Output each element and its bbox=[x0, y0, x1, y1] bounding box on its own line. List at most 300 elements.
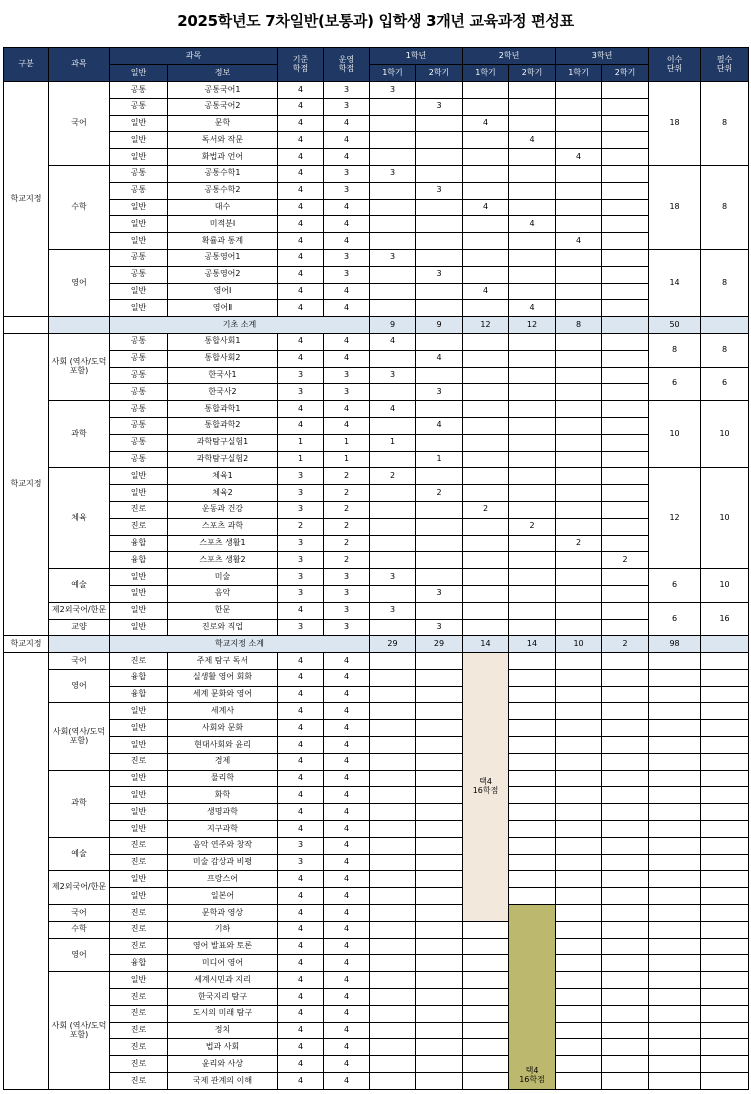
semester-credit: 4 bbox=[463, 283, 509, 300]
subtotal-row bbox=[4, 317, 749, 334]
semester-credit bbox=[463, 266, 509, 283]
course-name: 생명과학 bbox=[168, 804, 278, 821]
base-credit: 4 bbox=[278, 720, 324, 737]
course-name: 정치 bbox=[168, 1022, 278, 1039]
operating-credit: 4 bbox=[324, 905, 370, 922]
course-name: 화법과 언어 bbox=[168, 149, 278, 166]
semester-credit: 2 bbox=[602, 552, 649, 569]
header-ilban: 일반 bbox=[110, 65, 168, 82]
elective-row bbox=[4, 854, 749, 871]
operating-credit: 3 bbox=[324, 165, 370, 182]
semester-credit bbox=[602, 602, 649, 619]
semester-credit: 3 bbox=[416, 266, 463, 283]
table-body bbox=[4, 82, 749, 1090]
semester-credit bbox=[463, 82, 509, 99]
semester-credit bbox=[509, 384, 556, 401]
base-credit: 4 bbox=[278, 602, 324, 619]
semester-credit bbox=[416, 333, 463, 350]
semester-credit bbox=[556, 401, 602, 418]
blank-cell bbox=[49, 636, 110, 653]
course-row bbox=[4, 401, 749, 418]
blank-cell bbox=[4, 317, 49, 334]
semester-credit bbox=[416, 233, 463, 250]
operating-credit: 3 bbox=[324, 602, 370, 619]
operating-credit: 3 bbox=[324, 569, 370, 586]
pilsu-units: 10 bbox=[701, 468, 749, 569]
isu-units bbox=[649, 1005, 701, 1022]
semester-credit bbox=[370, 821, 416, 838]
isu-units bbox=[649, 854, 701, 871]
course-type: 일반 bbox=[110, 804, 168, 821]
semester-credit bbox=[370, 686, 416, 703]
isu-units: 6 bbox=[649, 367, 701, 401]
course-row bbox=[4, 115, 749, 132]
course-type: 진로 bbox=[110, 837, 168, 854]
semester-credit bbox=[463, 216, 509, 233]
course-name: 세계사 bbox=[168, 703, 278, 720]
semester-credit bbox=[370, 770, 416, 787]
operating-credit: 3 bbox=[324, 384, 370, 401]
isu-units: 8 bbox=[649, 333, 701, 367]
course-name: 영어Ⅱ bbox=[168, 300, 278, 317]
course-type: 공통 bbox=[110, 98, 168, 115]
semester-credit bbox=[602, 199, 649, 216]
course-row bbox=[4, 98, 749, 115]
base-credit: 4 bbox=[278, 787, 324, 804]
subject-group: 체육 bbox=[49, 468, 110, 569]
subtotal-semester: 9 bbox=[416, 317, 463, 334]
course-name: 지구과학 bbox=[168, 821, 278, 838]
course-type: 공통 bbox=[110, 434, 168, 451]
semester-credit bbox=[602, 132, 649, 149]
course-row bbox=[4, 149, 749, 166]
semester-credit: 2 bbox=[370, 468, 416, 485]
base-credit: 4 bbox=[278, 1073, 324, 1090]
section-label: 학교지정 bbox=[4, 636, 49, 653]
course-row bbox=[4, 350, 749, 367]
base-credit: 3 bbox=[278, 384, 324, 401]
semester-credit bbox=[370, 417, 416, 434]
semester-credit bbox=[416, 149, 463, 166]
section-label bbox=[4, 653, 49, 1090]
elective-row bbox=[4, 1022, 749, 1039]
semester-credit bbox=[602, 434, 649, 451]
subject-group: 교양 bbox=[49, 619, 110, 636]
semester-credit bbox=[509, 737, 556, 754]
elective-row bbox=[4, 770, 749, 787]
isu-units bbox=[649, 669, 701, 686]
elective-row bbox=[4, 787, 749, 804]
course-name: 현대사회와 윤리 bbox=[168, 737, 278, 754]
operating-credit: 4 bbox=[324, 653, 370, 670]
semester-credit bbox=[463, 602, 509, 619]
isu-units bbox=[649, 888, 701, 905]
operating-credit: 2 bbox=[324, 485, 370, 502]
operating-credit: 4 bbox=[324, 989, 370, 1006]
semester-credit bbox=[416, 115, 463, 132]
course-name: 미적분Ⅰ bbox=[168, 216, 278, 233]
pilsu-units: 10 bbox=[701, 401, 749, 468]
operating-credit: 4 bbox=[324, 804, 370, 821]
semester-credit bbox=[463, 585, 509, 602]
semester-credit bbox=[602, 1022, 649, 1039]
semester-credit bbox=[463, 921, 509, 938]
semester-credit bbox=[509, 821, 556, 838]
semester-credit bbox=[602, 535, 649, 552]
semester-credit bbox=[556, 266, 602, 283]
course-row bbox=[4, 501, 749, 518]
header-gyogwa: 과목 bbox=[49, 48, 110, 82]
semester-credit bbox=[509, 434, 556, 451]
header-pilsu: 필수 단위 bbox=[701, 48, 749, 82]
semester-credit bbox=[370, 485, 416, 502]
operating-credit: 3 bbox=[324, 82, 370, 99]
semester-credit bbox=[602, 350, 649, 367]
semester-credit bbox=[602, 283, 649, 300]
semester-credit bbox=[602, 367, 649, 384]
course-row bbox=[4, 132, 749, 149]
operating-credit: 2 bbox=[324, 468, 370, 485]
subject-group: 제2외국어/한문 bbox=[49, 602, 110, 619]
semester-credit bbox=[509, 350, 556, 367]
header-jeongbo: 정보 bbox=[168, 65, 278, 82]
section-label: 학교지정 bbox=[4, 82, 49, 317]
semester-credit bbox=[370, 384, 416, 401]
semester-credit bbox=[556, 552, 602, 569]
pilsu-units bbox=[701, 686, 749, 703]
semester-credit bbox=[509, 871, 556, 888]
semester-credit bbox=[602, 216, 649, 233]
semester-credit bbox=[370, 720, 416, 737]
pilsu-units: 8 bbox=[701, 82, 749, 166]
pilsu-units bbox=[701, 770, 749, 787]
isu-units bbox=[649, 787, 701, 804]
course-name: 프랑스어 bbox=[168, 871, 278, 888]
semester-credit: 4 bbox=[509, 132, 556, 149]
subject-group: 예술 bbox=[49, 569, 110, 603]
semester-credit bbox=[416, 1005, 463, 1022]
semester-credit bbox=[556, 753, 602, 770]
semester-credit bbox=[556, 1073, 602, 1090]
operating-credit: 3 bbox=[324, 182, 370, 199]
semester-credit bbox=[509, 703, 556, 720]
operating-credit: 1 bbox=[324, 451, 370, 468]
base-credit: 4 bbox=[278, 989, 324, 1006]
semester-credit bbox=[602, 955, 649, 972]
semester-credit bbox=[556, 199, 602, 216]
base-credit: 3 bbox=[278, 485, 324, 502]
course-type: 일반 bbox=[110, 619, 168, 636]
operating-credit: 3 bbox=[324, 98, 370, 115]
semester-credit bbox=[416, 888, 463, 905]
subtotal-semester: 14 bbox=[509, 636, 556, 653]
course-type: 일반 bbox=[110, 770, 168, 787]
semester-credit bbox=[509, 485, 556, 502]
course-type: 융합 bbox=[110, 669, 168, 686]
course-name: 진로와 직업 bbox=[168, 619, 278, 636]
semester-credit bbox=[463, 132, 509, 149]
semester-credit bbox=[602, 182, 649, 199]
isu-units bbox=[649, 1056, 701, 1073]
base-credit: 4 bbox=[278, 686, 324, 703]
semester-credit bbox=[556, 518, 602, 535]
semester-credit bbox=[602, 485, 649, 502]
semester-credit bbox=[556, 1039, 602, 1056]
header-gijun: 기준 학점 bbox=[278, 48, 324, 82]
operating-credit: 4 bbox=[324, 132, 370, 149]
base-credit: 4 bbox=[278, 737, 324, 754]
course-name: 공통수학2 bbox=[168, 182, 278, 199]
semester-credit bbox=[370, 115, 416, 132]
pilsu-units bbox=[701, 720, 749, 737]
operating-credit: 4 bbox=[324, 401, 370, 418]
semester-credit: 4 bbox=[463, 115, 509, 132]
semester-credit bbox=[602, 300, 649, 317]
semester-credit bbox=[463, 434, 509, 451]
header-isu: 이수 단위 bbox=[649, 48, 701, 82]
semester-credit bbox=[463, 535, 509, 552]
course-type: 융합 bbox=[110, 552, 168, 569]
base-credit: 4 bbox=[278, 182, 324, 199]
course-name: 한국사1 bbox=[168, 367, 278, 384]
course-name: 한국지리 탐구 bbox=[168, 989, 278, 1006]
semester-credit bbox=[509, 854, 556, 871]
semester-credit bbox=[602, 720, 649, 737]
semester-credit bbox=[509, 199, 556, 216]
semester-credit bbox=[556, 619, 602, 636]
semester-credit bbox=[556, 132, 602, 149]
course-name: 음악 bbox=[168, 585, 278, 602]
semester-credit bbox=[556, 821, 602, 838]
semester-credit bbox=[602, 249, 649, 266]
semester-credit bbox=[416, 669, 463, 686]
isu-units bbox=[649, 703, 701, 720]
semester-credit bbox=[416, 770, 463, 787]
elective-row bbox=[4, 804, 749, 821]
semester-credit bbox=[602, 905, 649, 922]
pilsu-units: 16 bbox=[701, 602, 749, 636]
semester-credit bbox=[416, 804, 463, 821]
base-credit: 4 bbox=[278, 132, 324, 149]
subject-group: 과학 bbox=[49, 401, 110, 468]
semester-credit bbox=[370, 837, 416, 854]
semester-credit: 4 bbox=[556, 149, 602, 166]
pilsu-units: 8 bbox=[701, 333, 749, 367]
subtotal-semester: 10 bbox=[556, 636, 602, 653]
base-credit: 4 bbox=[278, 905, 324, 922]
course-row bbox=[4, 216, 749, 233]
semester-credit bbox=[370, 266, 416, 283]
semester-credit bbox=[509, 417, 556, 434]
isu-units bbox=[649, 737, 701, 754]
operating-credit: 4 bbox=[324, 955, 370, 972]
course-name: 체육1 bbox=[168, 468, 278, 485]
subject-group: 영어 bbox=[49, 669, 110, 703]
semester-credit bbox=[602, 518, 649, 535]
course-type: 일반 bbox=[110, 300, 168, 317]
semester-credit bbox=[370, 653, 416, 670]
elective-row bbox=[4, 1056, 749, 1073]
elective-row bbox=[4, 955, 749, 972]
semester-credit bbox=[602, 82, 649, 99]
isu-units bbox=[649, 955, 701, 972]
semester-credit bbox=[416, 401, 463, 418]
semester-credit bbox=[416, 82, 463, 99]
course-name: 스포츠 생활1 bbox=[168, 535, 278, 552]
semester-credit bbox=[602, 451, 649, 468]
semester-credit bbox=[556, 602, 602, 619]
semester-credit bbox=[416, 165, 463, 182]
semester-credit bbox=[509, 82, 556, 99]
operating-credit: 4 bbox=[324, 787, 370, 804]
subject-group: 국어 bbox=[49, 82, 110, 166]
operating-credit: 2 bbox=[324, 535, 370, 552]
pilsu-units: 6 bbox=[701, 367, 749, 401]
operating-credit: 4 bbox=[324, 300, 370, 317]
operating-credit: 3 bbox=[324, 249, 370, 266]
subject-group: 과학 bbox=[49, 770, 110, 837]
semester-credit bbox=[556, 468, 602, 485]
semester-credit bbox=[416, 921, 463, 938]
elective-row bbox=[4, 703, 749, 720]
subtotal-semester: 29 bbox=[370, 636, 416, 653]
isu-units: 10 bbox=[649, 401, 701, 468]
course-type: 일반 bbox=[110, 115, 168, 132]
course-type: 일반 bbox=[110, 871, 168, 888]
semester-credit bbox=[556, 216, 602, 233]
course-name: 스포츠 과학 bbox=[168, 518, 278, 535]
semester-credit bbox=[370, 149, 416, 166]
semester-credit bbox=[509, 182, 556, 199]
base-credit: 4 bbox=[278, 300, 324, 317]
course-row bbox=[4, 585, 749, 602]
semester-credit bbox=[416, 300, 463, 317]
subject-group: 국어 bbox=[49, 653, 110, 670]
course-row bbox=[4, 434, 749, 451]
operating-credit: 4 bbox=[324, 921, 370, 938]
course-type: 진로 bbox=[110, 1073, 168, 1090]
semester-credit bbox=[463, 350, 509, 367]
semester-credit bbox=[463, 485, 509, 502]
semester-credit: 3 bbox=[416, 384, 463, 401]
semester-credit bbox=[509, 468, 556, 485]
operating-credit: 4 bbox=[324, 417, 370, 434]
isu-units bbox=[649, 938, 701, 955]
elective-row bbox=[4, 989, 749, 1006]
base-credit: 4 bbox=[278, 921, 324, 938]
semester-credit bbox=[602, 703, 649, 720]
base-credit: 3 bbox=[278, 569, 324, 586]
semester-credit: 4 bbox=[370, 401, 416, 418]
semester-credit bbox=[602, 384, 649, 401]
subtotal-semester: 12 bbox=[509, 317, 556, 334]
base-credit: 3 bbox=[278, 501, 324, 518]
elective-block-2-2: 택4 16학점 bbox=[509, 905, 556, 1090]
operating-credit: 3 bbox=[324, 585, 370, 602]
operating-credit: 4 bbox=[324, 1022, 370, 1039]
semester-credit bbox=[556, 98, 602, 115]
semester-credit bbox=[416, 871, 463, 888]
header-sem-3-2: 2학기 bbox=[602, 65, 649, 82]
pilsu-units bbox=[701, 787, 749, 804]
course-type: 진로 bbox=[110, 653, 168, 670]
base-credit: 4 bbox=[278, 82, 324, 99]
semester-credit: 4 bbox=[509, 216, 556, 233]
base-credit: 4 bbox=[278, 821, 324, 838]
operating-credit: 4 bbox=[324, 737, 370, 754]
semester-credit bbox=[370, 972, 416, 989]
subtotal-semester bbox=[602, 317, 649, 334]
semester-credit bbox=[416, 569, 463, 586]
semester-credit bbox=[416, 132, 463, 149]
semester-credit bbox=[370, 753, 416, 770]
semester-credit bbox=[602, 753, 649, 770]
pilsu-units bbox=[701, 905, 749, 922]
semester-credit: 3 bbox=[370, 249, 416, 266]
semester-credit: 1 bbox=[416, 451, 463, 468]
course-name: 대수 bbox=[168, 199, 278, 216]
semester-credit bbox=[556, 1005, 602, 1022]
semester-credit bbox=[463, 417, 509, 434]
course-type: 진로 bbox=[110, 938, 168, 955]
semester-credit bbox=[370, 804, 416, 821]
course-name: 주제 탐구 독서 bbox=[168, 653, 278, 670]
semester-credit bbox=[509, 115, 556, 132]
operating-credit: 4 bbox=[324, 871, 370, 888]
semester-credit: 2 bbox=[463, 501, 509, 518]
blank-cell bbox=[701, 317, 749, 334]
semester-credit bbox=[556, 165, 602, 182]
course-type: 일반 bbox=[110, 216, 168, 233]
course-name: 경제 bbox=[168, 753, 278, 770]
semester-credit: 3 bbox=[370, 602, 416, 619]
header-unyeong: 운영 학점 bbox=[324, 48, 370, 82]
operating-credit: 4 bbox=[324, 199, 370, 216]
semester-credit: 3 bbox=[370, 82, 416, 99]
operating-credit: 4 bbox=[324, 1056, 370, 1073]
semester-credit bbox=[370, 216, 416, 233]
course-name: 통합사회2 bbox=[168, 350, 278, 367]
semester-credit bbox=[370, 1039, 416, 1056]
semester-credit bbox=[416, 854, 463, 871]
semester-credit bbox=[602, 468, 649, 485]
pilsu-units bbox=[701, 669, 749, 686]
semester-credit bbox=[509, 367, 556, 384]
semester-credit bbox=[509, 837, 556, 854]
course-type: 진로 bbox=[110, 753, 168, 770]
semester-credit bbox=[416, 249, 463, 266]
semester-credit bbox=[416, 1022, 463, 1039]
elective-row bbox=[4, 972, 749, 989]
semester-credit bbox=[370, 501, 416, 518]
base-credit: 4 bbox=[278, 266, 324, 283]
operating-credit: 1 bbox=[324, 434, 370, 451]
operating-credit: 4 bbox=[324, 770, 370, 787]
base-credit: 4 bbox=[278, 1056, 324, 1073]
course-type: 진로 bbox=[110, 1056, 168, 1073]
semester-credit bbox=[416, 720, 463, 737]
isu-units bbox=[649, 905, 701, 922]
semester-credit bbox=[463, 518, 509, 535]
course-type: 진로 bbox=[110, 501, 168, 518]
semester-credit bbox=[509, 619, 556, 636]
subject-group: 예술 bbox=[49, 837, 110, 871]
course-row bbox=[4, 384, 749, 401]
semester-credit bbox=[416, 199, 463, 216]
semester-credit bbox=[602, 871, 649, 888]
semester-credit bbox=[416, 283, 463, 300]
semester-credit bbox=[463, 401, 509, 418]
